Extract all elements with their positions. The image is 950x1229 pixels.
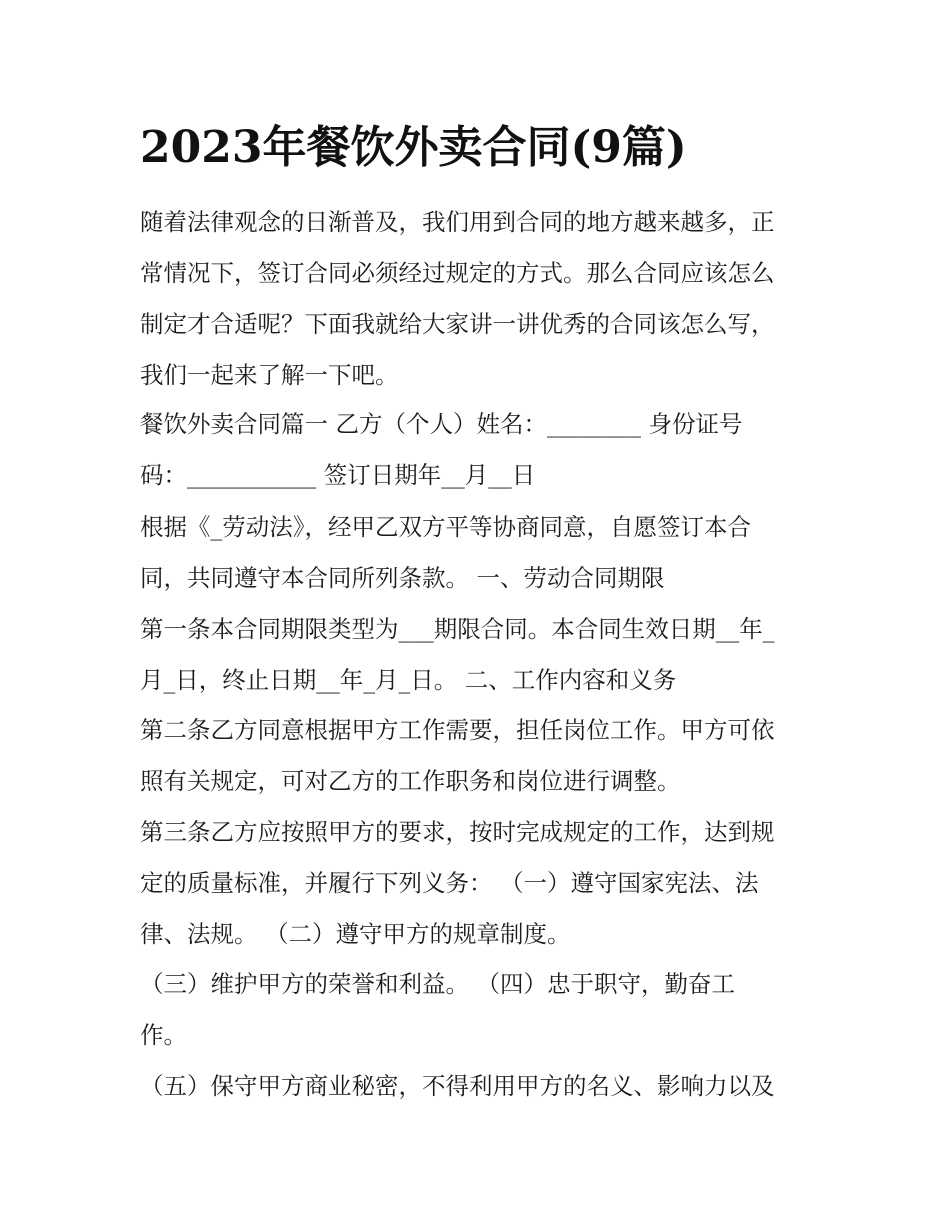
paragraph-line: 定的质量标准，并履行下列义务： （一）遵守国家宪法、法 <box>140 869 759 897</box>
paragraph-line: 码：___________ 签订日期年__月__日 <box>140 461 536 489</box>
paragraph-line: 律、法规。 （二）遵守甲方的规章制度。 <box>140 920 571 948</box>
paragraph-line: （三）维护甲方的荣誉和利益。 （四）忠于职守，勤奋工 <box>140 970 735 998</box>
paragraph-line: 根据《_劳动法》，经甲乙双方平等协商同意，自愿签订本合 <box>140 513 751 541</box>
paragraph-line: 照有关规定，可对乙方的工作职务和岗位进行调整。 <box>140 767 681 795</box>
paragraph-line: 常情况下，签订合同必须经过规定的方式。那么合同应该怎么 <box>140 259 775 287</box>
paragraph-line: 作。 <box>140 1021 187 1049</box>
paragraph-line: 月_日，终止日期__年_月_日。 二、工作内容和义务 <box>140 666 677 694</box>
paragraph-line: （五）保守甲方商业秘密，不得利用甲方的名义、影响力以及 <box>140 1072 775 1100</box>
paragraph-line: 第二条乙方同意根据甲方工作需要，担任岗位工作。甲方可依 <box>140 716 775 744</box>
paragraph-line: 随着法律观念的日渐普及，我们用到合同的地方越来越多，正 <box>140 208 775 236</box>
paragraph-line: 第一条本合同期限类型为___期限合同。本合同生效日期__年_ <box>140 615 775 643</box>
paragraph-line: 餐饮外卖合同篇一 乙方（个人）姓名：________ 身份证号 <box>140 410 743 438</box>
paragraph-line: 制定才合适呢？下面我就给大家讲一讲优秀的合同该怎么写， <box>140 310 775 338</box>
paragraph-line: 同，共同遵守本合同所列条款。 一、劳动合同期限 <box>140 564 665 592</box>
document-title: 2023年餐饮外卖合同(9篇) <box>140 122 687 173</box>
paragraph-line: 我们一起来了解一下吧。 <box>140 361 399 389</box>
paragraph-line: 第三条乙方应按照甲方的要求，按时完成规定的工作，达到规 <box>140 818 775 846</box>
